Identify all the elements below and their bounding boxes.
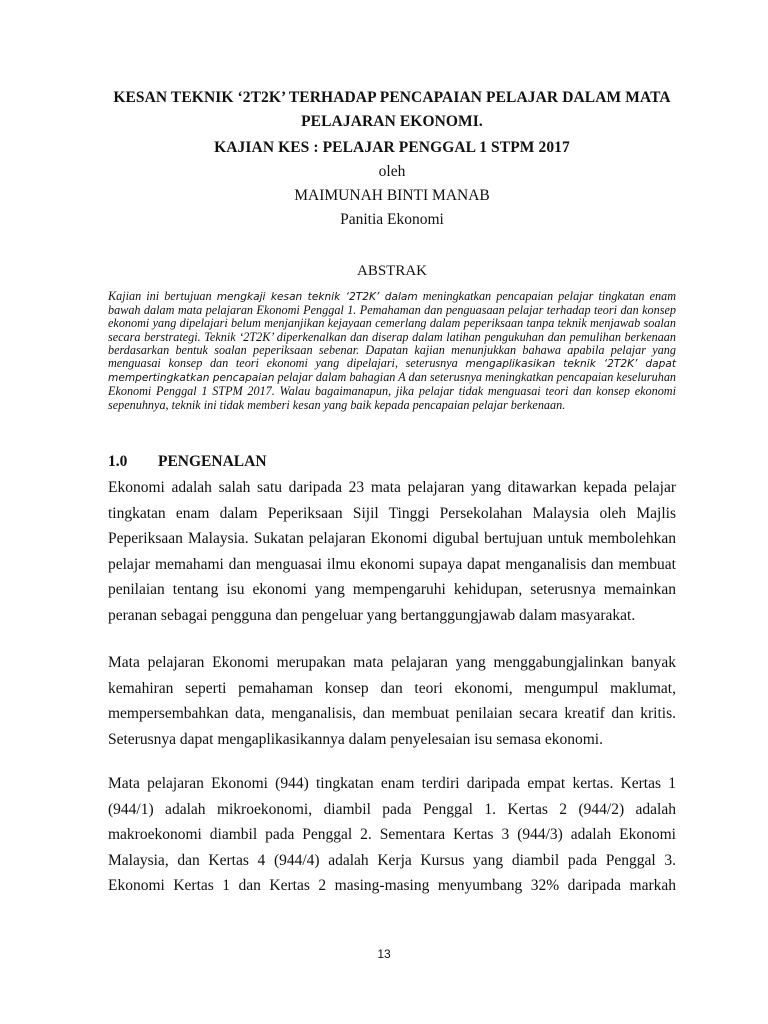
abstract-text-2: mengkaji kesan teknik ‘2T2K’ dalam xyxy=(216,291,418,303)
abstract-body xyxy=(108,290,676,412)
section-number: 1.0 xyxy=(108,453,128,470)
title-block xyxy=(108,86,676,232)
author-affiliation: Panitia Ekonomi xyxy=(340,211,444,228)
section-title: PENGENALAN xyxy=(158,453,267,470)
section-heading xyxy=(108,452,676,472)
paragraph-1: Ekonomi adalah salah satu daripada 23 mata pelajaran yang ditawarkan kepada pelajar tingkatan enam dalam Peperiksaan Sijil Tinggi Persekolahan Malaysia oleh Majlis Peperiksaan Malaysia. Sukatan pelajaran Ekonomi digubal bertujuan untuk membolehkan pelajar memahami dan menguasai ilmu ekonomi supaya dapat menganalisis dan membuat penilaian tentang isu ekonomi yang mempengaruhi kehidupan, seterusnya memainkan peranan sebagai pengguna dan pengeluar yang bertanggungjawab dalam masyarakat. xyxy=(108,479,676,624)
title-line-2: PELAJARAN EKONOMI. xyxy=(301,113,483,130)
author-name: MAIMUNAH BINTI MANAB xyxy=(294,187,490,204)
abstract-text-3: meningkatkan pencapaian pelajar tingkatan enam bawah dalam mata pelajaran Ekonomi Penggal 1. Pemahaman dan penguasaan pelajar terhadap teori dan konsep ekonomi yang dipelajari belum menjanjikan kejayaan cemerlang dalam peperiksaan tanpa teknik menjawab soalan secara berstrategi. Teknik ‘2T2K’ diperkenalkan dan diserap dalam latihan pengukuhan dan pemulihan berkenaan berdasarkan bentuk soalan peperiksaan sebenar. Dapatan kajian menunjukkan bahawa apabila pelajar yang menguasai konsep dan teori ekonomi yang dipelajari, seterusnya xyxy=(108,289,676,371)
by-line: oleh xyxy=(378,163,406,180)
title-line-1: KESAN TEKNIK ‘2T2K’ TERHADAP PENCAPAIAN PELAJAR DALAM MATA xyxy=(113,89,671,106)
page-number: 13 xyxy=(377,947,391,961)
abstract-text-4: mengaplikasikan teknik ‘2T2K’ dapat mempertingkatkan pencapaian xyxy=(108,358,676,385)
paragraph-3: Mata pelajaran Ekonomi (944) tingkatan enam terdiri daripada empat kertas. Kertas 1 (944/1) adalah mikroekonomi, diambil pada Penggal 1. Kertas 2 (944/2) adalah makroekonomi diambil pada Penggal 2. Sementara Kertas 3 (944/3) adalah Ekonomi Malaysia, dan Kertas 4 (944/4) adalah Kerja Kursus yang diambil pada Penggal 3. Ekonomi Kertas 1 dan Kertas 2 masing-masing menyumbang 32% daripada markah xyxy=(108,775,676,894)
abstract-text-5: pelajar dalam bahagian A dan seterusnya meningkatkan pencapaian keseluruhan Ekonomi Penggal 1 STPM 2017. Walau bagaimanapun, jika pelajar tidak menguasai teori dan konsep ekonomi sepenuhnya, teknik ini tidak memberi kesan yang baik kepada pencapaian pelajar berkenaan. xyxy=(108,370,677,412)
abstract-text-1: Kajian ini bertujuan xyxy=(108,289,217,303)
case-study-title: KAJIAN KES : PELAJAR PENGGAL 1 STPM 2017 xyxy=(214,139,570,156)
paragraph-2: Mata pelajaran Ekonomi merupakan mata pelajaran yang menggabungjalinkan banyak kemahiran seperti pemahaman konsep dan teori ekonomi, mengumpul maklumat, mempersembahkan data, menganalisis, dan membuat penilaian secara kreatif dan kritis. Seterusnya dapat mengaplikasikannya dalam penyelesaian isu semasa ekonomi. xyxy=(108,654,676,748)
abstract-heading: ABSTRAK xyxy=(356,263,427,279)
